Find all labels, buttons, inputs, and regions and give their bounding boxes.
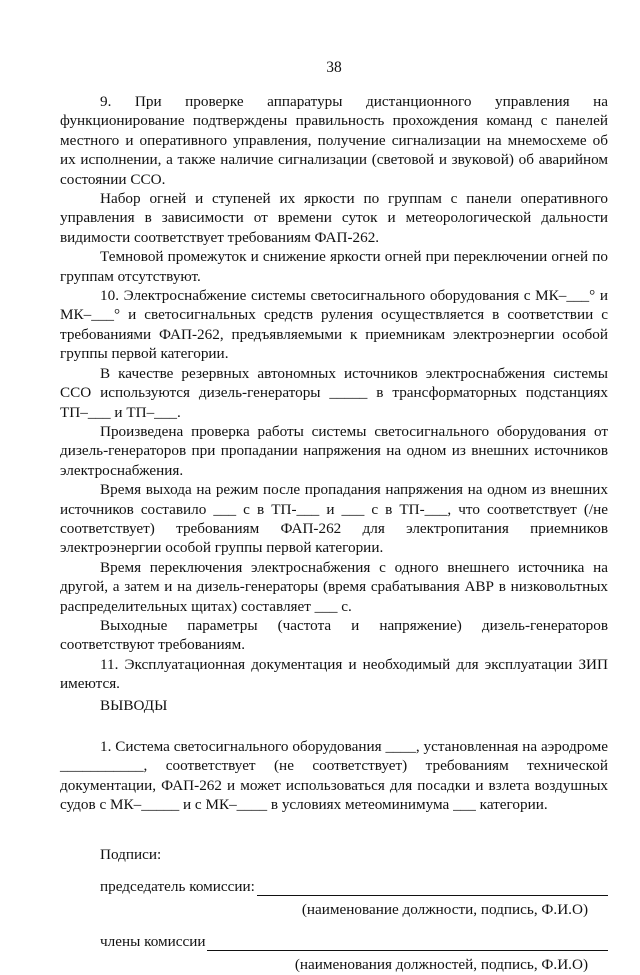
paragraph-item-11: 11. Эксплуатационная документация и необходимый для эксплуатации ЗИП имеются.: [60, 655, 608, 693]
paragraph-startup-time: Время выхода на режим после пропадания напряжения на одном из внешних источников составило ___ с в ТП-___ и ___ с в ТП-___, что соответствует (/не соответствует) требованиям ФАП-262 для электропитания приемников электроэнергии особой группы первой категории.: [60, 481, 608, 557]
signatures-title: Подписи:: [100, 845, 162, 863]
conclusion-paragraph: 1. Система светосигнального оборудования ____, установленная на аэродроме ___________, соответствует (не соответствует) требованиям технической документации, ФАП-262 и может использоваться для посадки и взлета воздушных судов с МК–_____ и с МК–____ в условиях метеоминимума ___ категории.: [60, 738, 608, 814]
paragraph-dark-interval: Темновой промежуток и снижение яркости огней при переключении огней по группам отсутствуют.: [60, 248, 608, 285]
paragraph-switch-time: Время переключения электроснабжения с одного внешнего источника на другой, а затем и на дизель-генераторы (время срабатывания АВР в низковольтных распределительных щитах) составляет ___ с.: [60, 558, 608, 615]
paragraph-generator-check: Произведена проверка работы системы светосигнального оборудования от дизель-генераторов при пропадании напряжения на одном из внешних источников электроснабжения.: [60, 422, 608, 479]
document-body: [60, 92, 608, 975]
paragraph-lights-brightness: Набор огней и ступеней их яркости по группам с панели оперативного управления в зависимости от времени суток и метеорологической дальности видимости соответствует требованиям ФАП-262.: [60, 190, 608, 246]
members-label: члены комиссии: [100, 932, 206, 950]
paragraph-backup-sources: В качестве резервных автономных источников электроснабжения системы ССО используются дизель-генераторы _____ в трансформаторных подстанциях ТП–___ и ТП–___.: [60, 364, 608, 421]
paragraph-item-10: 10. Электроснабжение системы светосигнального оборудования с МК–___° и МК–___° и светосигнальных средств руления осуществляется в соответствии с требованиями ФАП-262, предъявляемыми к приемникам электроэнергии особой группы первой категории.: [60, 287, 608, 363]
chairman-caption: (наименование должности, подпись, Ф.И.О): [301, 901, 588, 919]
signatures-block: [60, 845, 608, 975]
paragraph-output-params: Выходные параметры (частота и напряжение) дизель-генераторов соответствуют требованиям.: [60, 616, 608, 654]
members-signature-line: [207, 936, 608, 951]
chairman-signature-line: [257, 881, 608, 896]
members-caption: (наименования должностей, подпись, Ф.И.О): [294, 956, 588, 974]
chairman-row: [100, 877, 608, 896]
paragraph-item-9: 9. При проверке аппаратуры дистанционного управления на функционирование подтверждены правильность прохождения команд с панелей местного и оперативного управления, получение сигнализации на мнемосхеме об их исполнении, а также наличие сигнализации (световой и звуковой) об аварийном состоянии ССО.: [60, 93, 608, 188]
page-number: 38: [326, 59, 342, 76]
members-row: [100, 932, 608, 951]
chairman-label: председатель комиссии:: [100, 878, 255, 896]
conclusions-heading: ВЫВОДЫ: [100, 696, 168, 714]
